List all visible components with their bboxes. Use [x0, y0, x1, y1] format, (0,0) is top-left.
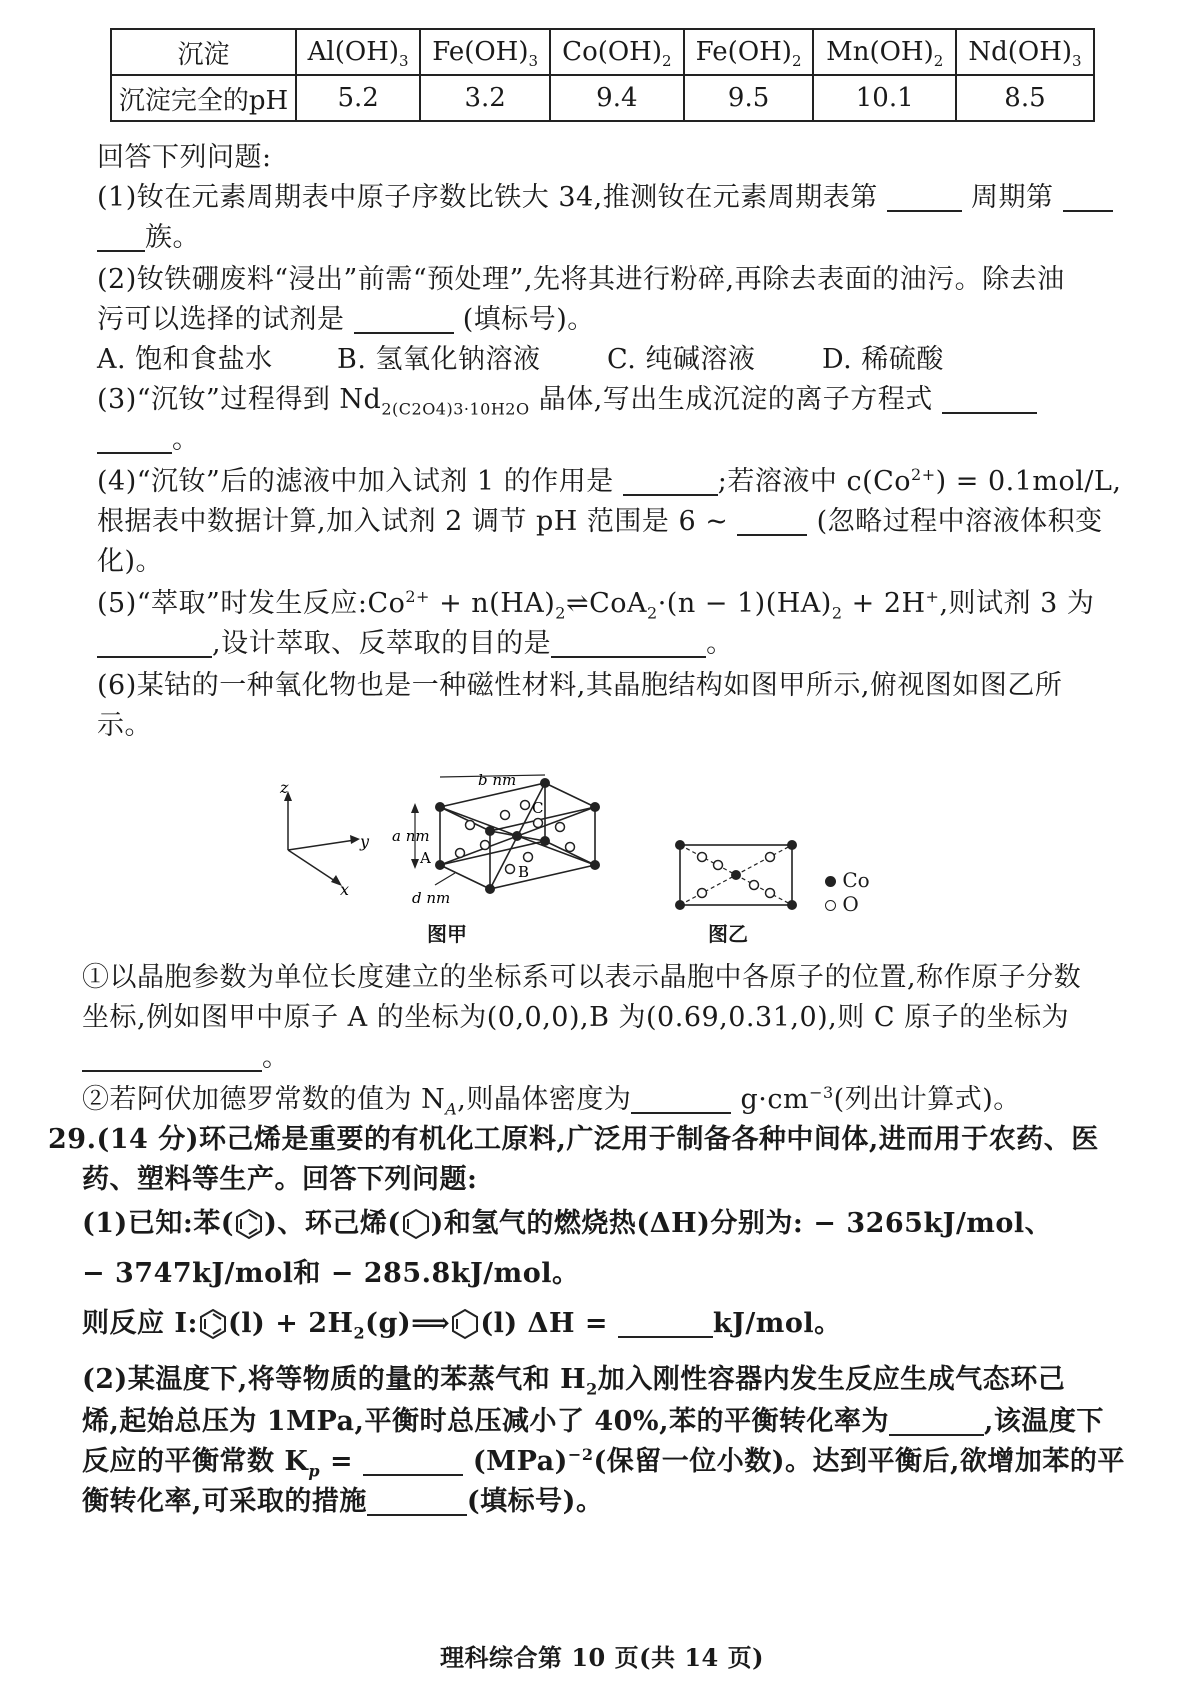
table-col-header: $Mn(OH)_2$ — [813, 29, 955, 75]
q6-1-line3: 。 — [82, 1040, 290, 1076]
q6-line1: (6)某钴的一种氧化物也是一种磁性材料,其晶胞结构如图甲所示,俯视图如图乙所 — [97, 670, 1063, 701]
benzene-ring-icon — [198, 1308, 228, 1340]
co-atom-icon — [825, 876, 836, 887]
dimension-b-label: b nm — [478, 771, 517, 789]
answer-blank[interactable] — [1063, 182, 1113, 212]
axis-z-label: z — [280, 778, 289, 797]
q1-line1: (1)钕在元素周期表中原子序数比铁大 34,推测钕在元素周期表第 周期第 — [97, 180, 1113, 216]
legend-o: O — [825, 892, 859, 916]
answer-blank[interactable] — [97, 628, 212, 658]
q29-2-line2: 烯,起始总压为 1MPa,平衡时总压减小了 40%,苯的平衡转化率为 ,该温度下 — [82, 1406, 1104, 1437]
answer-blank[interactable] — [887, 182, 962, 212]
table-cell: 9.5 — [684, 75, 814, 121]
q29-line1: 29.(14 分)环己烯是重要的有机化工原料,广泛用于制备各种中间体,进而用于农药、医 — [48, 1124, 1099, 1155]
axis-y-label: y — [360, 832, 370, 851]
answer-blank[interactable] — [889, 1406, 984, 1436]
q6-1-line1: ①以晶胞参数为单位长度建立的坐标系可以表示晶胞中各原子的位置,称作原子分数 — [82, 962, 1082, 993]
legend-co: Co — [825, 868, 870, 892]
crystal-top-view-figure-yi — [670, 835, 805, 915]
table-cell: 3.2 — [420, 75, 550, 121]
q3-line2: 。 — [97, 422, 200, 458]
option-b: B. 氢氧化钠溶液 — [337, 344, 541, 375]
precipitation-ph-table — [110, 28, 1095, 122]
atom-a-label: A — [420, 849, 431, 867]
answer-blank[interactable] — [737, 506, 807, 536]
option-d: D. 稀硫酸 — [822, 344, 944, 375]
table-col-header: $Nd(OH)_3$ — [956, 29, 1094, 75]
q6-1-line2: 坐标,例如图甲中原子 A 的坐标为(0,0,0),B 为(0.69,0.31,0),则 C 原子的坐标为 — [82, 1002, 1070, 1033]
answer-blank[interactable] — [354, 304, 454, 334]
caption-jia: 图甲 — [427, 922, 467, 946]
table-cell: 5.2 — [296, 75, 420, 121]
q2-line2: 污可以选择的试剂是 (填标号)。 — [97, 304, 595, 335]
q4-line1: (4)“沉钕”后的滤液中加入试剂 1 的作用是 ;若溶液中 $c(Co^{2+}) = 0.1mol/L$, — [97, 465, 1122, 497]
q29-2-line1: (2)某温度下,将等物质的量的苯蒸气和 $H_2$加入刚性容器内发生反应生成气态环己 — [82, 1364, 1066, 1399]
q29-line2: 药、塑料等生产。回答下列问题: — [82, 1164, 478, 1195]
q4-line3: 化)。 — [97, 546, 164, 577]
answer-blank[interactable] — [618, 1308, 713, 1338]
table-header-label: 沉淀 — [111, 29, 296, 75]
q6-line2: 示。 — [97, 710, 152, 741]
q4-line2: 根据表中数据计算,加入试剂 2 调节 pH 范围是 6 ~ (忽略过程中溶液体积变 — [97, 506, 1103, 537]
table-cell: 8.5 — [956, 75, 1094, 121]
cyclohexene-ring-icon — [401, 1208, 431, 1240]
o-atom-icon — [825, 900, 836, 911]
q29-2-line3: 反应的平衡常数 $K_p = (MPa)^{-2}$(保留一位小数)。达到平衡后,欲增加苯的平 — [82, 1445, 1125, 1481]
table-cell: 9.4 — [550, 75, 684, 121]
answer-blank[interactable] — [623, 466, 718, 496]
option-a: A. 饱和食盐水 — [97, 344, 273, 375]
atom-c-label: C — [532, 799, 544, 817]
answer-blank[interactable] — [551, 628, 706, 658]
q29-1-line1: (1)已知:苯( )、环己烯( )和氢气的燃烧热(ΔH)分别为: − 3265kJ/mol、 — [82, 1208, 1053, 1239]
table-cell: 10.1 — [813, 75, 955, 121]
q5-line1: (5)“萃取”时发生反应$:Co^{2+}$ + $n(HA)_2\rightleftharpoons CoA_2\cdot(n - 1)(HA)_2 + 2H^+$,则试剂 3 为 — [97, 587, 1095, 623]
cyclohexene-ring-icon — [450, 1308, 480, 1340]
option-c: C. 纯碱溶液 — [607, 344, 756, 375]
q5-line2: ,设计萃取、反萃取的目的是 。 — [97, 626, 734, 662]
caption-yi: 图乙 — [708, 922, 748, 946]
q29-1-line3: 则反应 Ⅰ: $(l) + 2H_2(g)⟹$ (l) ΔH = kJ/mol。 — [82, 1308, 842, 1343]
q3-line1: (3)“沉钕”过程得到 $Nd_{2(C2O4)3\cdot 10H2O}$ 晶体,写出生成沉淀的离子方程式 — [97, 382, 1037, 418]
q1-line2: 族。 — [97, 220, 200, 256]
table-col-header: $Al(OH)_3$ — [296, 29, 420, 75]
page-footer: 理科综合第 10 页(共 14 页) — [440, 1643, 764, 1672]
q2-options — [97, 342, 944, 378]
table-col-header: $Fe(OH)_2$ — [684, 29, 814, 75]
answer-blank[interactable] — [82, 1042, 262, 1072]
dimension-a-label: a nm — [392, 827, 430, 845]
answer-blank[interactable] — [97, 424, 172, 454]
q29-1-line2: − 3747kJ/mol和 − 285.8kJ/mol。 — [82, 1258, 580, 1289]
answer-blank[interactable] — [942, 384, 1037, 414]
answer-blank[interactable] — [97, 222, 145, 252]
table-row — [111, 75, 1094, 121]
table-header-row — [111, 29, 1094, 75]
intro-text: 回答下列问题: — [97, 142, 272, 173]
q29-2-line4: 衡转化率,可采取的措施 (填标号)。 — [82, 1486, 604, 1517]
table-row-label: 沉淀完全的pH — [111, 75, 296, 121]
q2-line1: (2)钕铁硼废料“浸出”前需“预处理”,先将其进行粉碎,再除去表面的油污。除去油 — [97, 264, 1065, 295]
benzene-ring-icon — [234, 1208, 264, 1240]
table-col-header: $Co(OH)_2$ — [550, 29, 684, 75]
axis-x-label: x — [340, 880, 350, 899]
table-col-header: $Fe(OH)_3$ — [420, 29, 550, 75]
atom-b-label: B — [518, 863, 530, 881]
dimension-d-label: d nm — [412, 889, 451, 907]
answer-blank[interactable] — [363, 1446, 463, 1476]
answer-blank[interactable] — [631, 1084, 731, 1114]
q6-2-line: ②若阿伏加德罗常数的值为 $N_A$,则晶体密度为 $g\cdot cm^{-3}$(列出计算式)。 — [82, 1083, 1021, 1119]
answer-blank[interactable] — [367, 1486, 467, 1516]
